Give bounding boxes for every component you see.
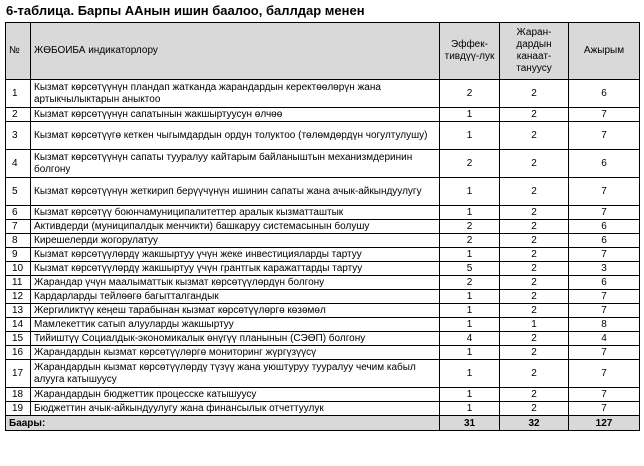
row-number: 14 [6,318,31,332]
row-effectiveness: 2 [440,80,500,108]
row-number: 5 [6,178,31,206]
table-row [6,150,640,178]
row-indicator: Кызмат көрсөтүү боюнчамуниципалитеттер аралык кызматташтык [31,206,440,220]
row-gap: 4 [569,332,640,346]
row-gap: 7 [569,206,640,220]
row-gap: 7 [569,388,640,402]
table-row [6,80,640,108]
row-gap: 8 [569,318,640,332]
table-body [6,80,640,416]
table-row [6,290,640,304]
table-row [6,346,640,360]
row-number: 12 [6,290,31,304]
row-satisfaction: 2 [500,290,569,304]
table-row [6,262,640,276]
table-row [6,318,640,332]
row-effectiveness: 2 [440,220,500,234]
row-gap: 6 [569,150,640,178]
row-satisfaction: 2 [500,332,569,346]
row-number: 15 [6,332,31,346]
row-satisfaction: 2 [500,234,569,248]
row-indicator: Тийиштүү Социалдык-экономикалык өнүгүү планынын (СЭӨП) болгону [31,332,440,346]
row-indicator: Жарандардын кызмат көрсөтүүлөргө мониторинг жүргүзүүсү [31,346,440,360]
row-gap: 6 [569,80,640,108]
row-satisfaction: 2 [500,150,569,178]
table-title: 6-таблица. Барпы ААнын ишин баалоо, баллдар менен [6,3,365,18]
table-row [6,122,640,150]
row-number: 4 [6,150,31,178]
header-indicator: ЖӨБОИБА индикаторлору [31,23,440,80]
row-satisfaction: 2 [500,346,569,360]
row-satisfaction: 2 [500,360,569,388]
row-number: 7 [6,220,31,234]
row-number: 9 [6,248,31,262]
header-total: Ажырым [569,23,640,80]
table-row [6,304,640,318]
row-indicator: Кызмат көрсөтүүгө кеткен чыгымдардын ордун толуктоо (төлөмдөрдүн чогултулушу) [31,122,440,150]
row-gap: 3 [569,262,640,276]
row-effectiveness: 1 [440,388,500,402]
total-label: Баары: [6,416,440,431]
row-satisfaction: 2 [500,122,569,150]
row-effectiveness: 1 [440,122,500,150]
row-effectiveness: 1 [440,248,500,262]
row-effectiveness: 2 [440,276,500,290]
total-satisfaction: 32 [500,416,569,431]
row-gap: 7 [569,178,640,206]
row-effectiveness: 1 [440,206,500,220]
row-number: 11 [6,276,31,290]
table-row [6,388,640,402]
row-indicator: Кардарларды тейлөөгө багытталгандык [31,290,440,304]
row-indicator: Жарандардын бюджеттик процесске катышуусу [31,388,440,402]
total-gap: 127 [569,416,640,431]
row-effectiveness: 1 [440,290,500,304]
row-effectiveness: 5 [440,262,500,276]
row-number: 17 [6,360,31,388]
row-indicator: Жарандардын кызмат көрсөтүүлөрдү түзүү жана уюштуруу тууралуу чечим кабыл алууга катышуусу [31,360,440,388]
table-row [6,178,640,206]
row-effectiveness: 2 [440,150,500,178]
row-gap: 7 [569,122,640,150]
row-indicator: Кызмат көрсөтүүлөрдү жакшыртуу үчүн грантгык каражаттарды тартуу [31,262,440,276]
row-indicator: Жергиликтүү кеңеш тарабынан кызмат көрсөтүүлөргө көзөмөл [31,304,440,318]
row-number: 1 [6,80,31,108]
row-satisfaction: 2 [500,220,569,234]
row-gap: 7 [569,248,640,262]
total-row [6,416,640,431]
row-number: 3 [6,122,31,150]
row-gap: 6 [569,234,640,248]
table-row [6,206,640,220]
row-satisfaction: 2 [500,80,569,108]
table-row [6,276,640,290]
row-effectiveness: 4 [440,332,500,346]
row-number: 19 [6,402,31,416]
row-satisfaction: 2 [500,178,569,206]
table-row [6,108,640,122]
row-indicator: Мамлекеттик сатып алууларды жакшыртуу [31,318,440,332]
row-indicator: Активдерди (муниципалдык менчикти) башкаруу системасынын болушу [31,220,440,234]
row-number: 8 [6,234,31,248]
row-satisfaction: 2 [500,262,569,276]
row-indicator: Кызмат көрсөтүүнүн пландап жатканда жарандардын керектөөлөрүн жана артыкчылыктарын аныктоо [31,80,440,108]
row-effectiveness: 1 [440,318,500,332]
row-satisfaction: 2 [500,248,569,262]
row-satisfaction: 2 [500,402,569,416]
table-row [6,360,640,388]
row-number: 16 [6,346,31,360]
row-indicator: Бюджеттин ачык-айкындуулугу жана финансылык отчеттуулук [31,402,440,416]
row-satisfaction: 2 [500,304,569,318]
row-gap: 7 [569,346,640,360]
row-effectiveness: 1 [440,346,500,360]
row-number: 6 [6,206,31,220]
row-indicator: Кызмат көрсөтүүнүн сапаты тууралуу кайтарым байланыштын механизмдеринин болгону [31,150,440,178]
row-satisfaction: 2 [500,108,569,122]
table-row [6,234,640,248]
row-indicator: Кызмат көрсөтүүнүн жеткирип берүүчүнүн ишинин сапаты жана ачык-айкындуулугу [31,178,440,206]
row-indicator: Кызмат көрсөтүүнүн сапатынын жакшыртуусун өлчөө [31,108,440,122]
row-satisfaction: 2 [500,276,569,290]
row-gap: 7 [569,108,640,122]
row-effectiveness: 1 [440,178,500,206]
row-gap: 6 [569,276,640,290]
row-indicator: Жарандар үчүн маалыматтык кызмат көрсөтүүлөрдүн болгону [31,276,440,290]
table-row [6,220,640,234]
row-effectiveness: 1 [440,304,500,318]
row-effectiveness: 2 [440,234,500,248]
row-satisfaction: 2 [500,206,569,220]
row-number: 2 [6,108,31,122]
row-indicator: Кирешелерди жогорулатуу [31,234,440,248]
row-gap: 7 [569,304,640,318]
row-number: 18 [6,388,31,402]
row-effectiveness: 1 [440,402,500,416]
table-row [6,248,640,262]
row-indicator: Кызмат көрсөтүүлөрдү жакшыртуу үчүн жеке инвестицияларды тартуу [31,248,440,262]
row-gap: 6 [569,220,640,234]
header-number: № [6,23,31,80]
header-satisfaction: Жаран-дардын канаат-тануусу [500,23,569,80]
row-effectiveness: 1 [440,360,500,388]
table-row [6,332,640,346]
row-number: 10 [6,262,31,276]
row-satisfaction: 1 [500,318,569,332]
row-number: 13 [6,304,31,318]
row-gap: 7 [569,290,640,304]
scores-table [5,22,640,431]
total-effectiveness: 31 [440,416,500,431]
row-effectiveness: 1 [440,108,500,122]
header-effectiveness: Эффек-тивдүү-лук [440,23,500,80]
row-gap: 7 [569,402,640,416]
row-satisfaction: 2 [500,388,569,402]
table-row [6,402,640,416]
row-gap: 7 [569,360,640,388]
